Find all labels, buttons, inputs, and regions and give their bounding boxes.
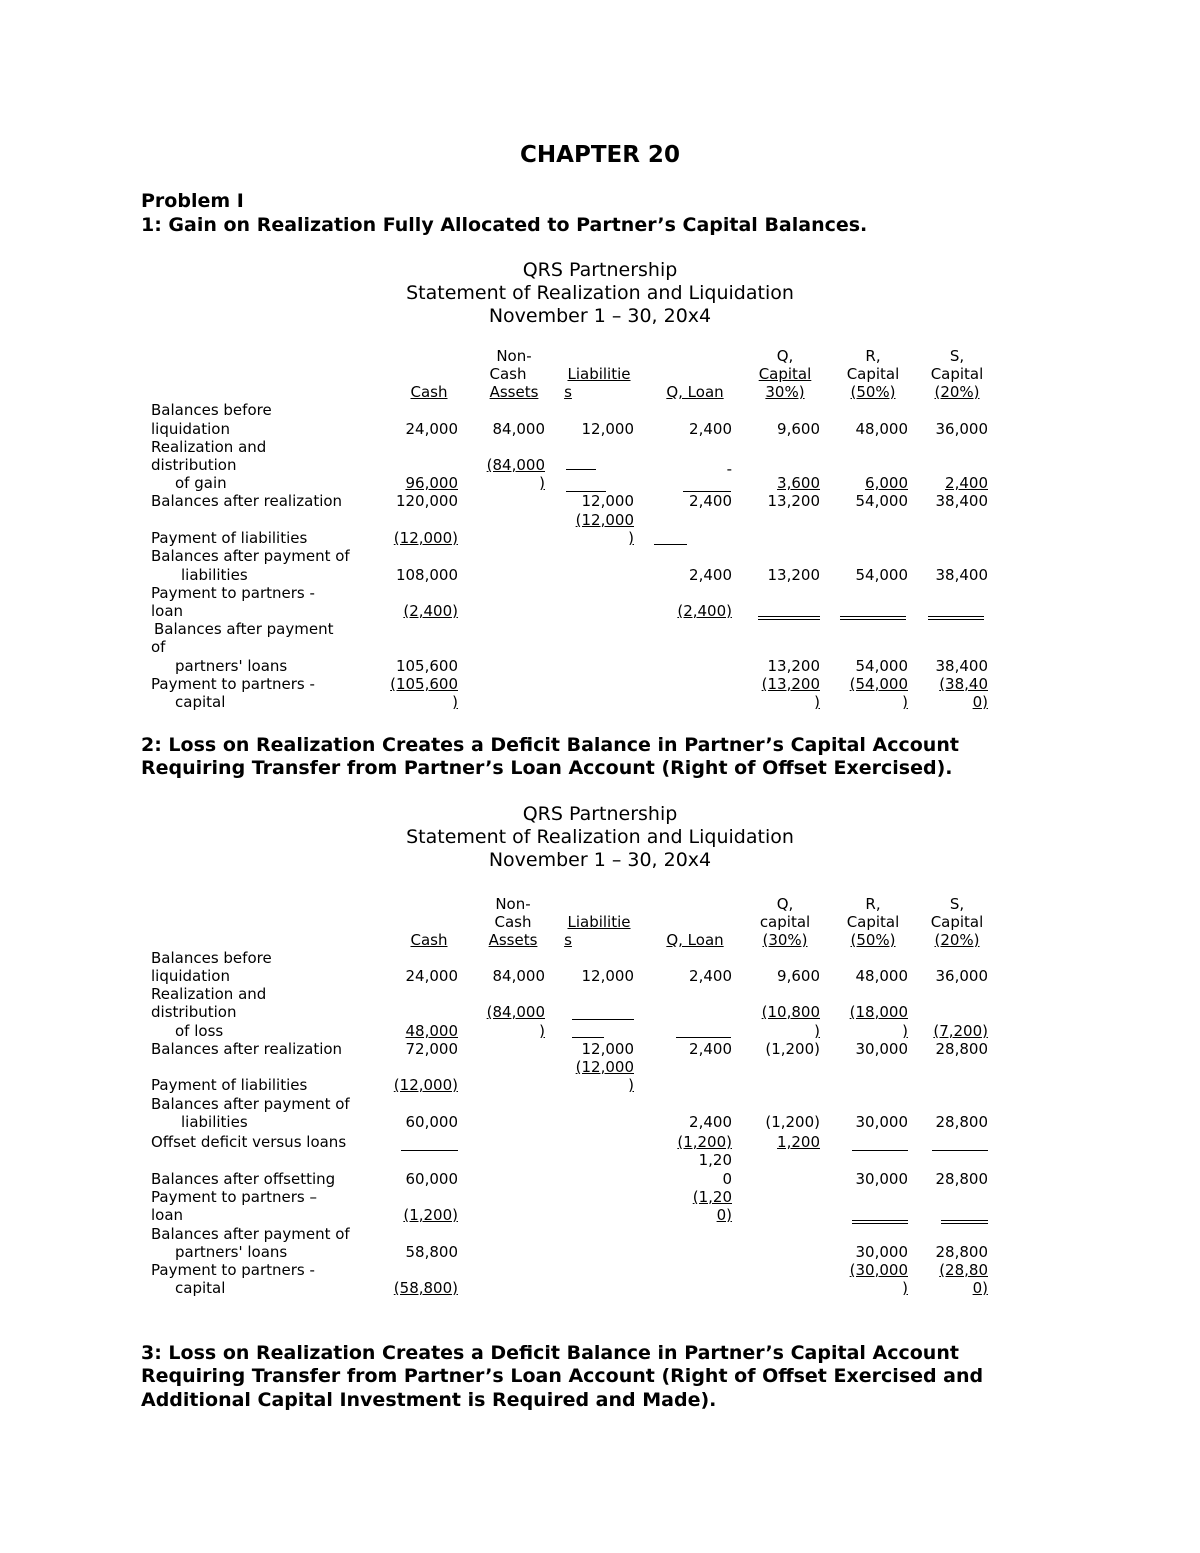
cell: 12,000	[581, 1040, 634, 1058]
col-header: (20%)	[934, 383, 980, 401]
section-2-statement-title: Statement of Realization and Liquidation	[406, 826, 794, 848]
cell: 12,000	[581, 492, 634, 510]
col-header: Cash	[410, 931, 448, 949]
section-3-heading: Requiring Transfer from Partner’s Loan Account (Right of Offset Exercised and	[141, 1365, 984, 1387]
section-2-company: QRS Partnership	[522, 803, 678, 825]
row-label: Balances after payment of	[151, 1095, 350, 1113]
col-header: s	[564, 931, 572, 949]
cell: )	[452, 693, 458, 711]
row-label: Payment of liabilities	[151, 529, 308, 547]
row-label: Offset deficit versus loans	[151, 1133, 347, 1151]
cell: (1,20	[692, 1188, 732, 1206]
cell: (10,800	[761, 1003, 820, 1021]
cell: 28,800	[935, 1040, 988, 1058]
col-header: Q, Loan	[666, 931, 724, 949]
row-label: Balances after payment of	[151, 1225, 350, 1243]
row-label: Balances after offsetting	[151, 1170, 336, 1188]
cell: 2,400	[689, 1040, 732, 1058]
cell: 96,000	[405, 474, 458, 492]
cell: (12,000	[575, 1058, 634, 1076]
cell: 13,200	[767, 657, 820, 675]
cell: 0	[722, 1170, 732, 1188]
cell: )	[539, 474, 545, 492]
cell: )	[814, 1022, 820, 1040]
cell: 3,600	[777, 474, 820, 492]
cell: (12,000)	[393, 1076, 458, 1094]
row-label: Payment to partners -	[151, 584, 315, 602]
cell: (30,000	[849, 1261, 908, 1279]
col-header: Capital	[930, 913, 984, 931]
row-label: liabilities	[181, 566, 248, 584]
cell: 54,000	[855, 492, 908, 510]
cell: 28,800	[935, 1243, 988, 1261]
col-header: Liabilitie	[567, 365, 631, 383]
row-label: Balances before	[151, 401, 272, 419]
chapter-title: CHAPTER 20	[520, 142, 680, 168]
cell: 1,20	[698, 1151, 732, 1169]
cell: (12,000)	[393, 529, 458, 547]
cell: (105,600	[390, 675, 458, 693]
cell: 36,000	[935, 420, 988, 438]
col-header: Q,	[776, 347, 794, 365]
cell: 9,600	[777, 420, 820, 438]
section-3-heading: 3: Loss on Realization Creates a Deficit Balance in Partner’s Capital Account	[141, 1342, 959, 1364]
cell: (38,40	[939, 675, 988, 693]
row-label: Balances after payment	[154, 620, 334, 638]
cell: 28,800	[935, 1170, 988, 1188]
cell: 30,000	[855, 1113, 908, 1131]
section-1-company: QRS Partnership	[522, 259, 678, 281]
cell: (84,000	[486, 1003, 545, 1021]
cell: (1,200)	[765, 1040, 820, 1058]
cell: 72,000	[405, 1040, 458, 1058]
row-label: Payment to partners -	[151, 1261, 315, 1279]
cell: 12,000	[581, 967, 634, 985]
cell: 48,000	[855, 967, 908, 985]
col-header: S,	[949, 895, 965, 913]
col-header: Capital	[846, 365, 900, 383]
col-header: Capital	[758, 365, 812, 383]
cell: 108,000	[395, 566, 458, 584]
cell: )	[902, 1279, 908, 1297]
cell: 36,000	[935, 967, 988, 985]
col-header: capital	[759, 913, 811, 931]
col-header: (20%)	[934, 931, 980, 949]
cell: (2,400)	[677, 602, 732, 620]
row-label: liquidation	[151, 420, 230, 438]
cell: 2,400	[689, 492, 732, 510]
cell: 48,000	[855, 420, 908, 438]
col-header: (50%)	[850, 931, 896, 949]
cell: (1,200)	[677, 1133, 732, 1151]
row-label: loan	[151, 602, 184, 620]
section-2-heading: 2: Loss on Realization Creates a Deficit Balance in Partner’s Capital Account	[141, 734, 959, 756]
row-label: Balances after realization	[151, 1040, 343, 1058]
col-header: Cash	[489, 365, 527, 383]
cell: 30,000	[855, 1243, 908, 1261]
cell: 24,000	[405, 967, 458, 985]
row-label: Payment of liabilities	[151, 1076, 308, 1094]
row-label: loan	[151, 1206, 184, 1224]
cell: (28,80	[939, 1261, 988, 1279]
cell: 84,000	[492, 420, 545, 438]
cell: 2,400	[945, 474, 988, 492]
cell: (54,000	[849, 675, 908, 693]
col-header: 30%)	[765, 383, 805, 401]
cell: (2,400)	[403, 602, 458, 620]
col-header: R,	[865, 895, 881, 913]
cell: 13,200	[767, 566, 820, 584]
cell: 48,000	[405, 1022, 458, 1040]
col-header: Non-	[495, 895, 531, 913]
row-label: capital	[175, 693, 226, 711]
row-label: capital	[175, 1279, 226, 1297]
row-label: Realization and	[151, 438, 267, 456]
cell: 120,000	[395, 492, 458, 510]
cell: 38,400	[935, 566, 988, 584]
row-label: of gain	[175, 474, 227, 492]
cell: (58,800)	[393, 1279, 458, 1297]
row-label: partners' loans	[175, 657, 288, 675]
cell: (7,200)	[933, 1022, 988, 1040]
col-header: Capital	[846, 913, 900, 931]
cell: 54,000	[855, 566, 908, 584]
cell: 28,800	[935, 1113, 988, 1131]
section-1-period: November 1 – 30, 20x4	[488, 305, 712, 327]
cell: )	[539, 1022, 545, 1040]
cell: (18,000	[849, 1003, 908, 1021]
cell: 30,000	[855, 1040, 908, 1058]
row-label: Balances after realization	[151, 492, 343, 510]
cell: )	[628, 1076, 634, 1094]
cell: 2,400	[689, 420, 732, 438]
cell: 60,000	[405, 1113, 458, 1131]
row-label: of loss	[175, 1022, 224, 1040]
cell: -	[726, 460, 732, 478]
col-header: Liabilitie	[567, 913, 631, 931]
cell: 9,600	[777, 967, 820, 985]
cell: (84,000	[486, 456, 545, 474]
cell: 58,800	[405, 1243, 458, 1261]
col-header: S,	[949, 347, 965, 365]
section-3-heading: Additional Capital Investment is Required and Made).	[141, 1389, 717, 1411]
row-label: Balances after payment of	[151, 547, 350, 565]
cell: 2,400	[689, 566, 732, 584]
col-header: Assets	[489, 383, 539, 401]
cell: 105,600	[395, 657, 458, 675]
col-header: Q, Loan	[666, 383, 724, 401]
row-label: Payment to partners -	[151, 675, 315, 693]
row-label: liquidation	[151, 967, 230, 985]
cell: 0)	[716, 1206, 732, 1224]
col-header: R,	[865, 347, 881, 365]
col-header: Non-	[496, 347, 532, 365]
cell: (1,200)	[403, 1206, 458, 1224]
cell: (13,200	[761, 675, 820, 693]
cell: 54,000	[855, 657, 908, 675]
cell: 84,000	[492, 967, 545, 985]
col-header: Cash	[494, 913, 532, 931]
cell: )	[628, 529, 634, 547]
row-label: liabilities	[181, 1113, 248, 1131]
cell: 30,000	[855, 1170, 908, 1188]
section-1-statement-title: Statement of Realization and Liquidation	[406, 282, 794, 304]
col-header: (30%)	[762, 931, 808, 949]
section-1-heading: 1: Gain on Realization Fully Allocated to Partner’s Capital Balances.	[141, 214, 868, 236]
col-header: Cash	[410, 383, 448, 401]
row-label: Payment to partners –	[151, 1188, 318, 1206]
section-2-heading: Requiring Transfer from Partner’s Loan Account (Right of Offset Exercised).	[141, 757, 953, 779]
col-header: Assets	[488, 931, 538, 949]
cell: 1,200	[777, 1133, 820, 1151]
cell: 12,000	[581, 420, 634, 438]
cell: 0)	[972, 1279, 988, 1297]
col-header: s	[564, 383, 572, 401]
cell: (12,000	[575, 511, 634, 529]
col-header: Q,	[776, 895, 794, 913]
section-2-period: November 1 – 30, 20x4	[488, 849, 712, 871]
cell: 60,000	[405, 1170, 458, 1188]
cell: 2,400	[689, 1113, 732, 1131]
row-label: distribution	[151, 456, 237, 474]
cell: (1,200)	[765, 1113, 820, 1131]
cell: 38,400	[935, 657, 988, 675]
row-label: distribution	[151, 1003, 237, 1021]
col-header: Capital	[930, 365, 984, 383]
row-label: Balances before	[151, 949, 272, 967]
cell: 24,000	[405, 420, 458, 438]
cell: 6,000	[865, 474, 908, 492]
cell: )	[814, 693, 820, 711]
cell: )	[902, 693, 908, 711]
problem-label: Problem I	[141, 190, 244, 212]
cell: 13,200	[767, 492, 820, 510]
row-label: of	[151, 638, 166, 656]
cell: 38,400	[935, 492, 988, 510]
cell: )	[902, 1022, 908, 1040]
cell: 2,400	[689, 967, 732, 985]
cell: 0)	[972, 693, 988, 711]
row-label: Realization and	[151, 985, 267, 1003]
col-header: (50%)	[850, 383, 896, 401]
row-label: partners' loans	[175, 1243, 288, 1261]
